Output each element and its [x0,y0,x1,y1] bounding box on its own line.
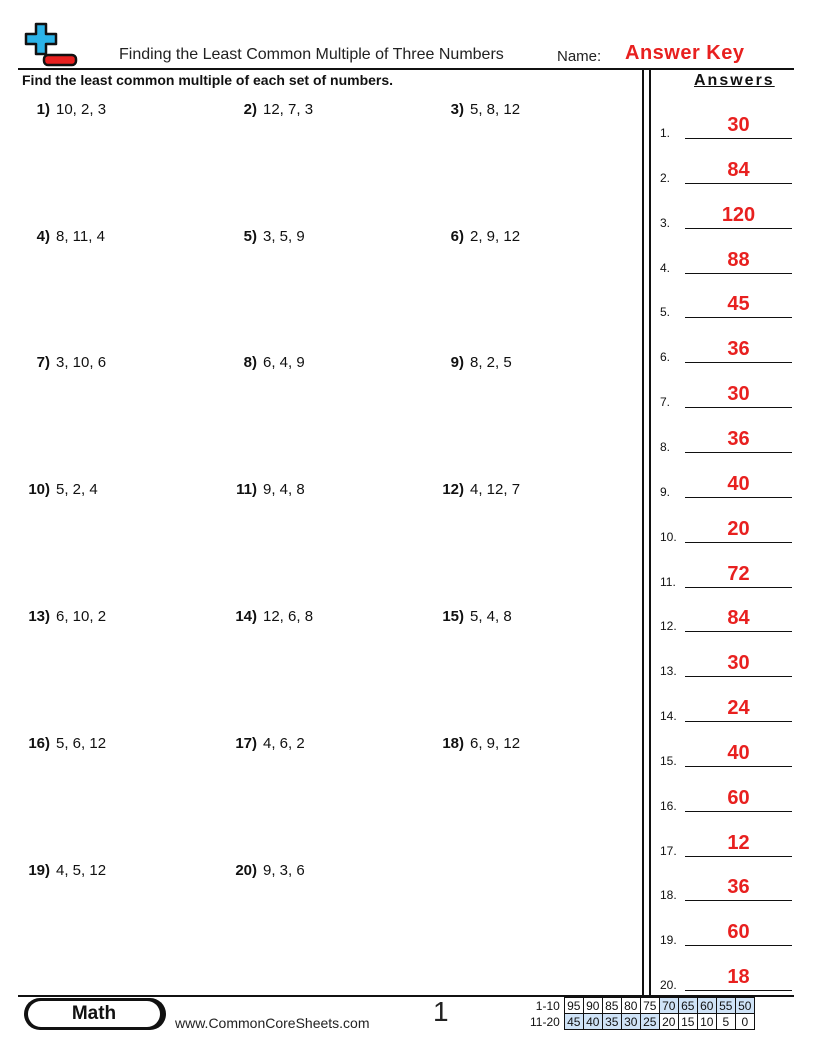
answer-value: 60 [727,786,750,809]
score-cell: 80 [621,998,640,1014]
problem-item [436,735,520,752]
worksheet-title: Finding the Least Common Multiple of Three Numbers [119,46,504,63]
problem-numbers: 4, 12, 7 [470,481,521,498]
problem-numbers: 6, 10, 2 [56,608,107,625]
answer-line [685,407,792,408]
score-row [528,1014,754,1030]
problem-numbers: 3, 5, 9 [263,228,305,245]
plus-minus-icon [22,22,80,68]
score-cell: 40 [583,1014,602,1030]
answer-value: 45 [727,293,750,316]
problem-numbers: 3, 10, 6 [56,354,107,371]
instructions: Find the least common multiple of each set of numbers. [22,72,394,88]
answer-line [685,228,792,229]
score-cell: 95 [564,998,583,1014]
answer-row [660,787,792,813]
problem-numbers: 8, 2, 5 [470,354,512,371]
problem-number: 9) [450,354,464,371]
answer-row [660,338,792,364]
answer-value: 60 [727,921,750,944]
score-cell: 20 [659,1014,678,1030]
subject-label: Math [28,1001,160,1027]
answer-number: 6. [660,350,671,365]
problem-item [229,862,305,879]
answer-row [660,204,792,230]
answer-value: 12 [727,831,750,854]
answer-value: 88 [727,248,750,271]
answer-line [685,587,792,588]
answer-number: 1. [660,126,671,140]
answer-value: 36 [727,427,750,450]
answer-row [660,518,792,544]
score-cell: 60 [697,998,716,1014]
problem-numbers: 12, 6, 8 [263,608,314,625]
answers-divider-line [649,68,651,996]
answers-divider-line [642,68,644,996]
problem-number: 6) [450,228,464,245]
problem-numbers: 8, 11, 4 [56,228,105,245]
problem-number: 15) [442,608,464,625]
answers-heading: Answers [694,72,775,89]
problem-item [436,101,520,118]
problem-number: 14) [235,608,257,625]
score-cell: 15 [678,1014,697,1030]
problem-number: 1) [36,101,50,118]
problem-numbers: 6, 9, 12 [470,735,521,752]
answer-value: 18 [727,966,750,989]
score-cell: 55 [716,998,735,1014]
answer-number: 19. [660,933,677,948]
problem-item [22,354,106,371]
problem-number: 3) [450,101,464,118]
answer-line [685,542,792,543]
answer-number: 3. [660,215,671,230]
score-cell: 75 [640,998,659,1014]
answer-row [660,159,792,185]
answer-number: 17. [660,843,677,858]
problem-item [22,608,106,625]
score-cell: 65 [678,998,697,1014]
problem-item [436,608,512,625]
answer-line [685,900,792,901]
answer-line [685,811,792,812]
answer-row [660,383,792,409]
problem-number: 16) [28,735,50,752]
problem-number: 12) [442,481,464,498]
answer-row [660,697,792,723]
problem-number: 11) [236,481,257,498]
problem-numbers: 12, 7, 3 [263,101,314,118]
problem-numbers: 2, 9, 12 [470,228,521,245]
score-range-label: 1-10 [535,998,560,1013]
answer-value: 30 [727,383,750,406]
problem-item [229,354,305,371]
problem-item [229,481,305,498]
answer-value: 30 [727,114,750,136]
answer-number: 13. [660,664,677,679]
answer-line [685,452,792,453]
problem-numbers: 5, 6, 12 [56,735,107,752]
website-link[interactable]: www.CommonCoreSheets.com [175,1015,370,1031]
answer-number: 16. [660,798,677,813]
answer-row [660,832,792,858]
score-cell: 50 [735,998,754,1014]
answer-value: 40 [727,472,750,495]
score-range-label: 11-20 [530,1014,560,1029]
problem-numbers: 4, 5, 12 [56,862,107,879]
answer-value: 20 [727,517,750,540]
answer-line [685,990,792,991]
answer-row [660,742,792,768]
answer-line [685,317,792,318]
problem-number: 19) [28,862,50,879]
answer-number: 5. [660,305,671,320]
answer-number: 2. [660,170,671,185]
problem-item [22,735,106,752]
score-cell: 85 [602,998,621,1014]
problem-numbers: 4, 6, 2 [263,735,305,752]
answer-value: 120 [721,203,756,226]
answer-line [685,676,792,677]
problem-numbers: 5, 8, 12 [470,101,521,118]
problem-item [229,228,305,245]
answer-line [685,362,792,363]
answer-number: 14. [660,709,677,724]
answer-line [685,631,792,632]
problem-item [229,608,313,625]
answer-row [660,293,792,319]
answer-number: 10. [660,529,677,544]
answer-number: 20. [660,978,677,993]
score-cell: 0 [735,1014,754,1030]
name-label: Name: [557,48,602,65]
score-row [528,998,754,1014]
problem-item [229,735,305,752]
answer-key-label: Answer Key [625,42,745,64]
answer-line [685,183,792,184]
page-number: 1 [433,996,449,1027]
answer-number: 15. [660,753,677,768]
answer-row [660,563,792,589]
problem-number: 17) [235,735,257,752]
answer-row [660,652,792,678]
answer-row [660,249,792,275]
problem-number: 18) [442,735,464,752]
answer-line [685,721,792,722]
problem-numbers: 6, 4, 9 [263,354,305,371]
problem-item [22,101,106,118]
score-cell: 30 [621,1014,640,1030]
answer-value: 40 [727,741,750,764]
answer-number: 12. [660,619,677,634]
answer-value: 30 [727,652,750,675]
problem-numbers: 5, 4, 8 [470,608,512,625]
problem-item [436,354,512,371]
answer-line [685,273,792,274]
answer-value: 36 [727,338,750,361]
answer-number: 7. [660,395,671,410]
problem-numbers: 5, 2, 4 [56,481,98,498]
problem-item [436,481,520,498]
answer-row [660,428,792,454]
problem-numbers: 9, 4, 8 [263,481,305,498]
problem-number: 20) [235,862,257,879]
problem-number: 13) [28,608,50,625]
problem-number: 5) [243,228,257,245]
answer-row [660,921,792,947]
answer-row [660,607,792,633]
answer-line [685,945,792,946]
answer-number: 9. [660,484,671,499]
problem-number: 7) [36,354,50,371]
answer-number: 18. [660,888,677,903]
answer-value: 84 [727,158,750,181]
score-cell: 25 [640,1014,659,1030]
answer-line [685,856,792,857]
answer-value: 84 [727,607,750,630]
score-cell: 45 [564,1014,583,1030]
score-cell: 35 [602,1014,621,1030]
problem-numbers: 9, 3, 6 [263,862,305,879]
answer-row [660,473,792,499]
problem-item [22,862,106,879]
answer-value: 24 [727,697,750,720]
score-cell: 10 [697,1014,716,1030]
problem-number: 8) [243,354,257,371]
answer-row [660,876,792,902]
problem-numbers: 10, 2, 3 [56,101,107,118]
score-cell: 90 [583,998,602,1014]
score-cell: 5 [716,1014,735,1030]
problem-number: 2) [243,101,257,118]
answer-row [660,114,792,140]
answer-value: 36 [727,876,750,899]
problem-item [22,481,98,498]
score-table [528,997,755,1030]
answer-number: 8. [660,439,671,454]
problem-item [229,101,313,118]
problem-number: 10) [28,481,50,498]
header-divider [18,68,794,70]
answer-line [685,497,792,498]
score-cell: 70 [659,998,678,1014]
problem-number: 4) [36,228,50,245]
answer-number: 4. [660,260,671,275]
answer-line [685,138,792,139]
answer-value: 72 [727,562,750,585]
answer-number: 11. [660,574,676,589]
answer-row [660,966,792,992]
answer-line [685,766,792,767]
problem-item [22,228,105,245]
problem-item [436,228,520,245]
